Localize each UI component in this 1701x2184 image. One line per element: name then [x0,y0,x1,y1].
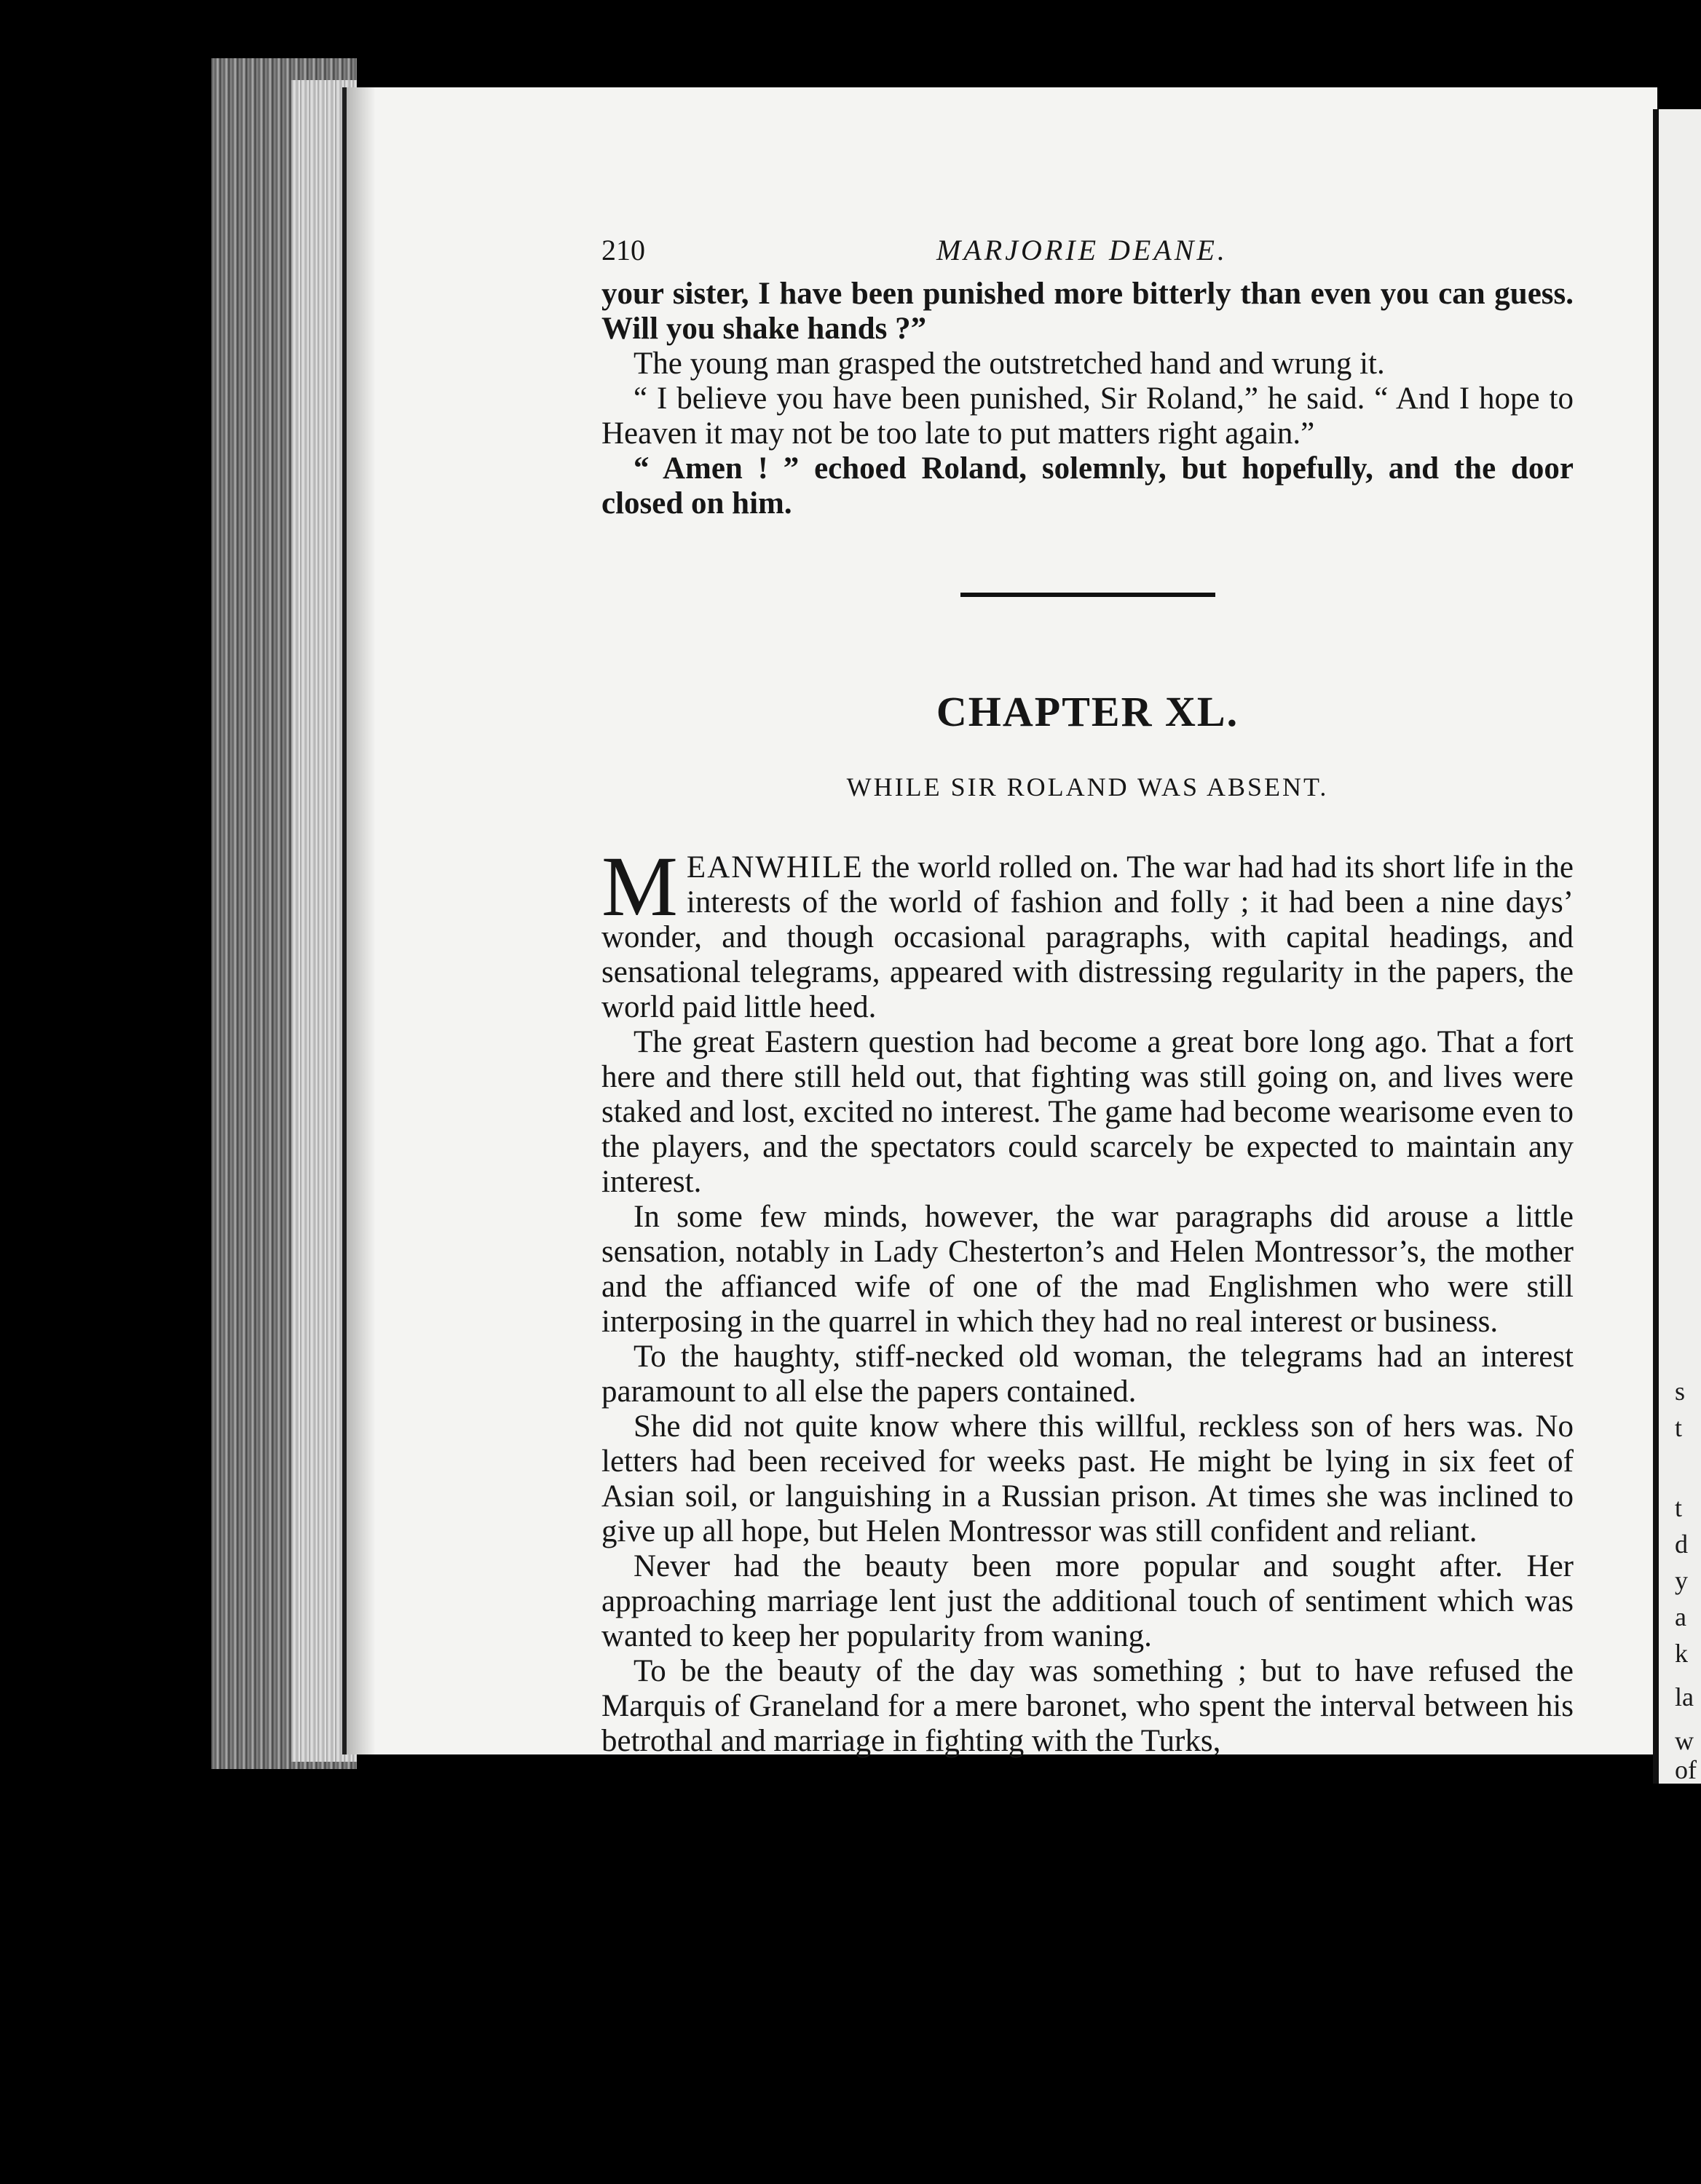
paragraph: To the haughty, stiff-necked old woman, the telegrams had an interest paramount to all else the papers contained. [601,1340,1574,1409]
facing-page-fragment: a [1675,1602,1686,1631]
paragraph: The great Eastern question had become a great bore long ago. That a fort here and there still held out, that fighting was still going on, and lives were staked and lost, excited no interest. The game had become wearisome even to the players, and the spectators could scarcely be expected to maintain any interest. [601,1025,1574,1199]
facing-page-fragment: k [1675,1639,1688,1668]
paragraph: “ Amen ! ” echoed Roland, solemnly, but hopefully, and the door closed on him. [601,451,1574,521]
facing-page-fragment: t [1675,1413,1683,1442]
paragraph: “ I believe you have been punished, Sir Roland,” he said. “ And I hope to Heaven it may not be too late to put matters right again.” [601,381,1574,451]
page-content [601,233,1574,1759]
facing-page-fragment: y [1675,1566,1688,1595]
page-gutter-shadow [347,87,376,1754]
paragraph: your sister, I have been punished more bitterly than even you can guess. Will you shake hands ?” [601,277,1574,346]
book-title: MARJORIE DEANE. [936,234,1228,266]
opening-smallcaps: EANWHILE [686,850,864,885]
facing-page-fragment: s [1675,1377,1686,1406]
facing-page-fragment: la [1675,1682,1694,1712]
paragraph: In some few minds, however, the war paragraphs did arouse a little sensation, notably in Lady Chesterton’s and Helen Montressor’s, the mother and the affianced wife of one of the mad Englishmen who were still interposing in the quarrel in which they had no real interest or business. [601,1200,1574,1339]
opening-text: the world rolled on. The war had had its short life in the interests of the world of fashion and folly ; it had been a nine days’ wonder, and though occasional paragraphs, with capital headings, and sensational telegrams, appeared with distressing regularity in the papers, the world paid little heed. [601,850,1574,1024]
paragraph: She did not quite know where this willful, reckless son of hers was. No letters had been received for weeks past. He might be lying in six feet of Asian soil, or languishing in a Russian prison. At times she was inclined to give up all hope, but Helen Montressor was still confident and reliant. [601,1409,1574,1548]
drop-cap: M [601,839,678,934]
chapter-title: CHAPTER XL. [936,688,1239,735]
page-number: 210 [601,234,645,266]
facing-page-fragment: w [1675,1726,1694,1755]
paragraph: To be the beauty of the day was something ; but to have refused the Marquis of Graneland for a mere baronet, who spent the interval between his betrothal and marriage in fighting with the Turks, [601,1654,1574,1758]
opening-paragraph [601,839,1574,1025]
section-divider [960,593,1215,597]
chapter-subtitle: WHILE SIR ROLAND WAS ABSENT. [846,772,1329,802]
running-head [601,233,1574,277]
facing-page-fragment: of [1675,1755,1697,1784]
paragraph: Never had the beauty been more popular and sought after. Her approaching marriage lent just the additional touch of sentiment which was wanted to keep her popularity from waning. [601,1549,1574,1653]
facing-page-fragment: d [1675,1530,1688,1559]
paragraph: The young man grasped the outstretched hand and wrung it. [634,347,1385,381]
facing-page-fragment: t [1675,1493,1683,1522]
